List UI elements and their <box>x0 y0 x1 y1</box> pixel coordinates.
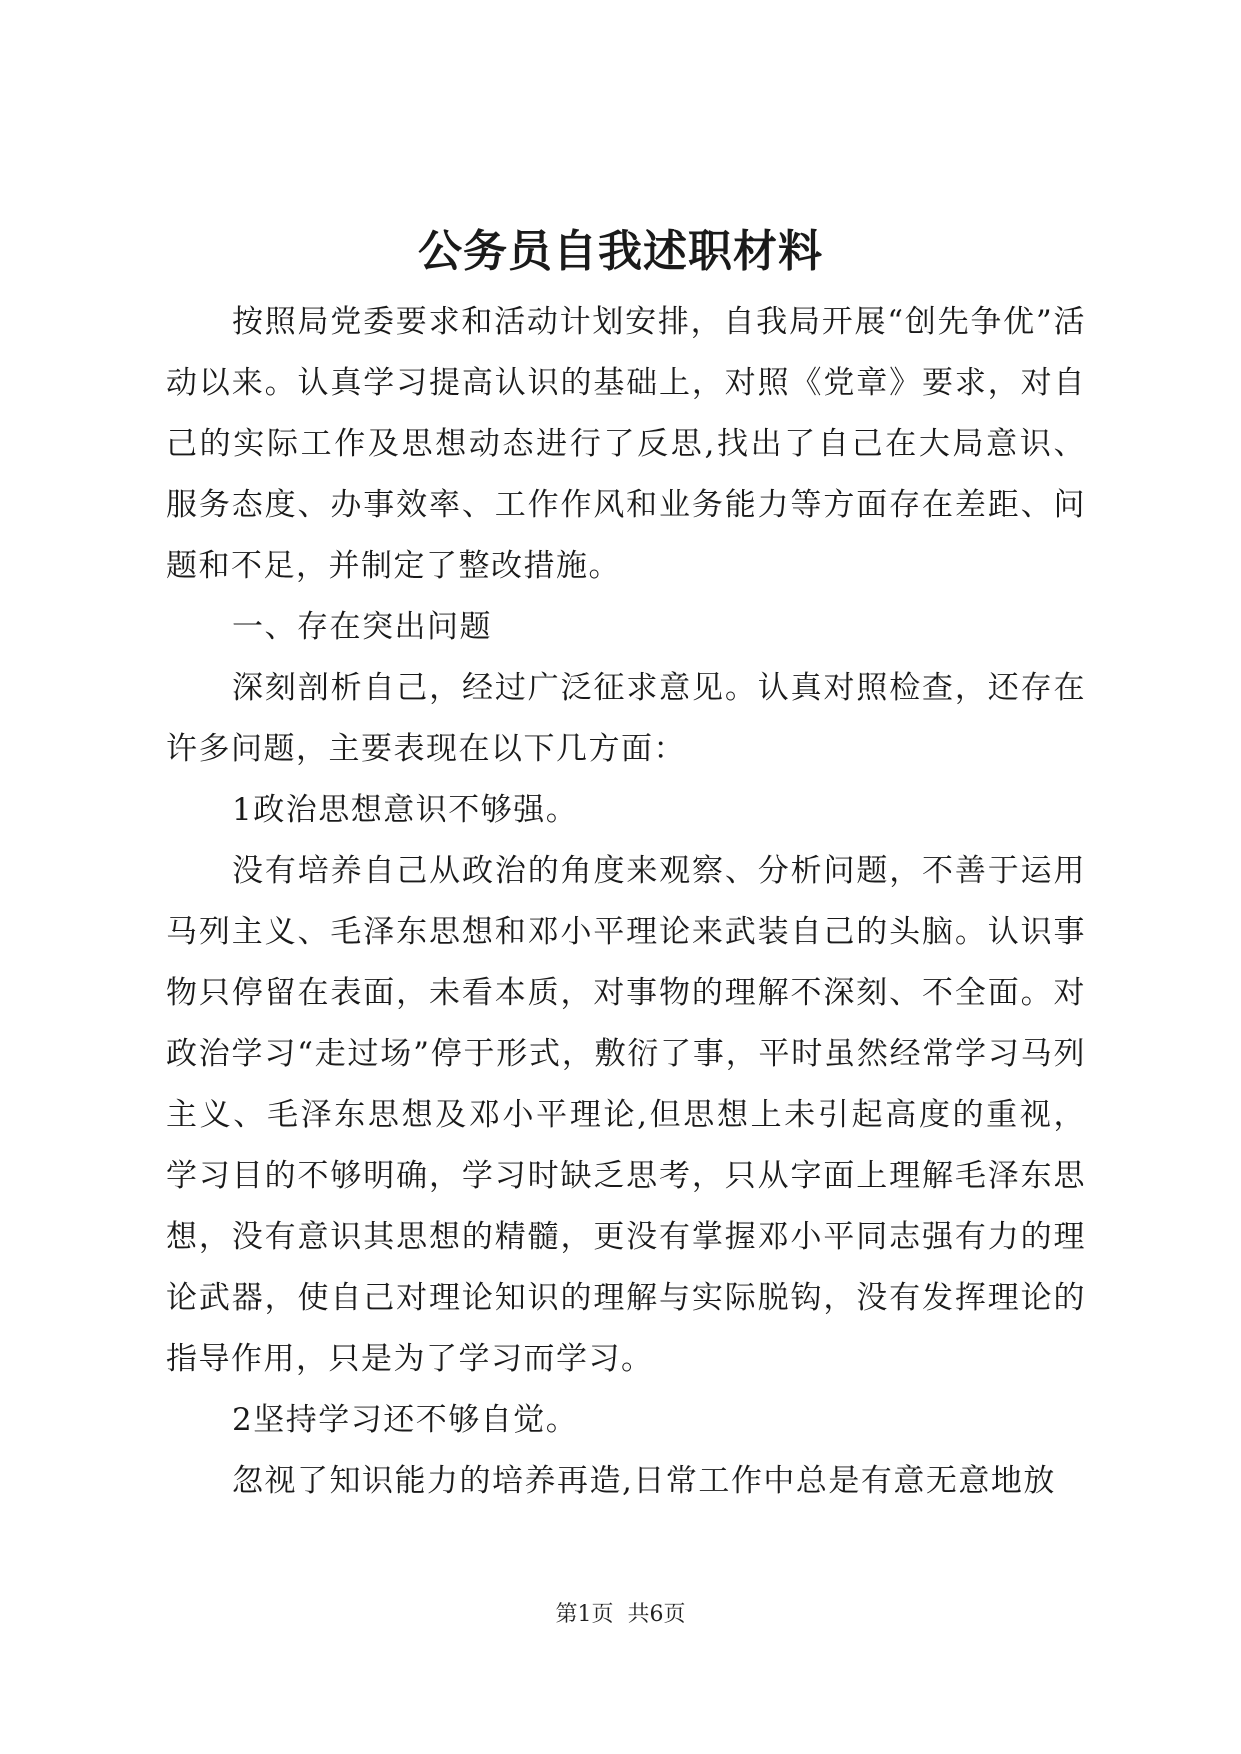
paragraph-study-consciousness: 忽视了知识能力的培养再造,日常工作中总是有意无意地放 <box>232 1463 1056 1499</box>
page-total: 共6页 <box>627 1602 686 1627</box>
page-footer <box>0 1600 1241 1630</box>
page-number: 第1页 <box>555 1602 614 1627</box>
paragraph-intro: 按照局党委要求和活动计划安排，自我局开展“创先争优”活动以来。认真学习提高认识的基础上，对照《党章》要求，对自己的实际工作及思想动态进行了反思,找出了自己在大局意识、服务态度、办事效率、工作作风和业务能力等方面存在差距、问题和不足，并制定了整改措施。 <box>166 304 1086 584</box>
section-heading-problems: 一、存在突出问题 <box>232 609 492 645</box>
document-title: 公务员自我述职材料 <box>418 226 823 277</box>
document-body <box>166 292 1086 1512</box>
paragraph-analysis: 深刻剖析自己，经过广泛征求意见。认真对照检查，还存在许多问题，主要表现在以下几方面： <box>166 670 1086 767</box>
subheading-study-consciousness: 2坚持学习还不够自觉。 <box>232 1402 579 1438</box>
paragraph-political-awareness: 没有培养自己从政治的角度来观察、分析问题，不善于运用马列主义、毛泽东思想和邓小平理论来武装自己的头脑。认识事物只停留在表面，未看本质，对事物的理解不深刻、不全面。对政治学习“走过场”停于形式，敷衍了事，平时虽然经常学习马列主义、毛泽东思想及邓小平理论,但思想上未引起高度的重视，学习目的不够明确，学习时缺乏思考，只从字面上理解毛泽东思想，没有意识其思想的精髓，更没有掌握邓小平同志强有力的理论武器，使自己对理论知识的理解与实际脱钩，没有发挥理论的指导作用，只是为了学习而学习。 <box>166 853 1086 1377</box>
subheading-political-awareness: 1政治思想意识不够强。 <box>232 792 579 828</box>
